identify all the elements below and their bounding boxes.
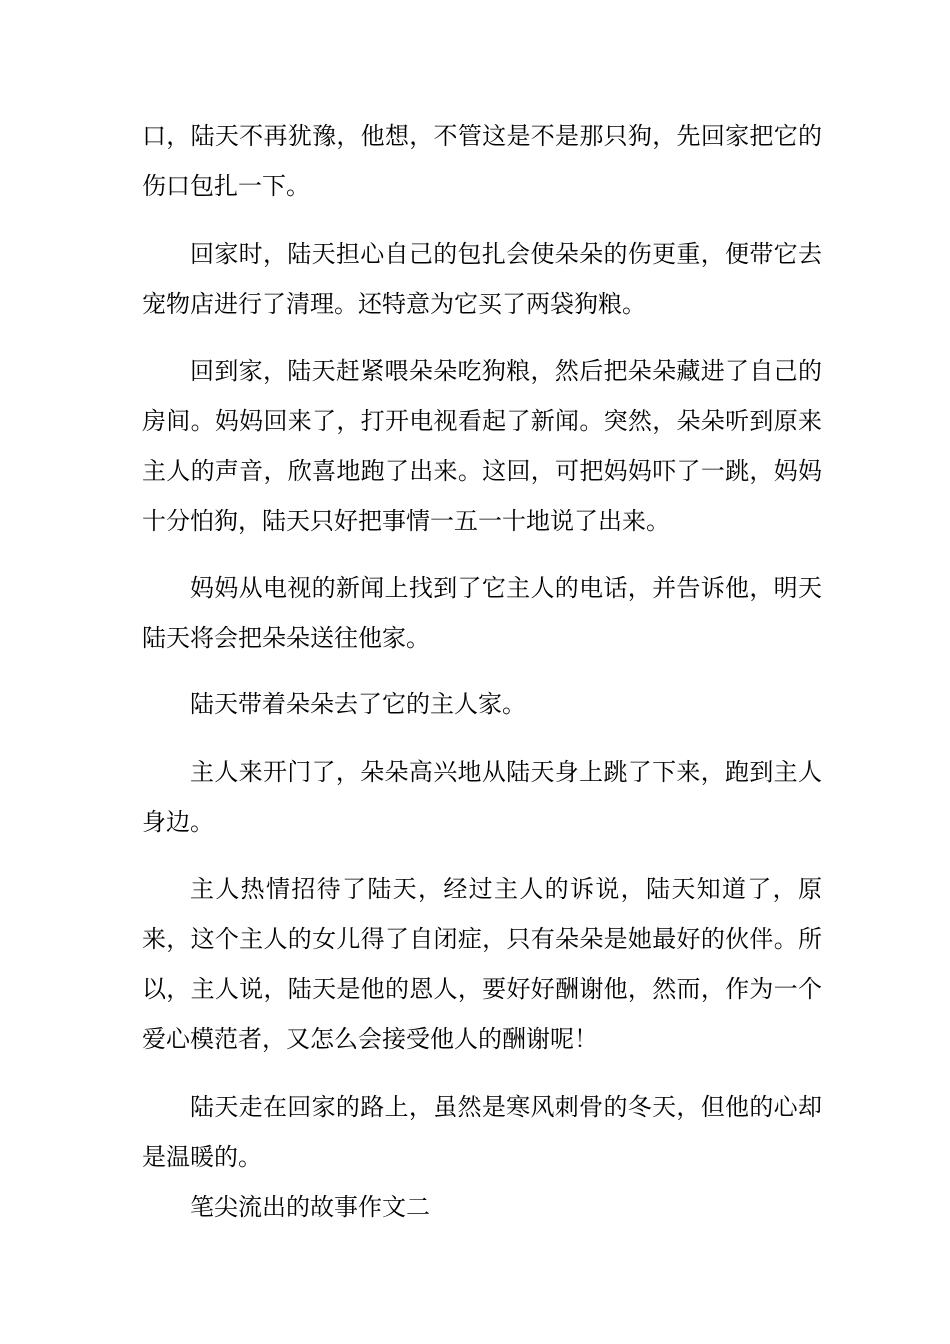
- section-heading: 笔尖流出的故事作文二: [190, 1193, 430, 1221]
- paragraph-ending: 陆天走在回家的路上，虽然是寒风刺骨的冬天，但他的心却是温暖的。: [142, 1093, 822, 1171]
- paragraph-visit: 陆天带着朵朵去了它的主人家。: [190, 690, 526, 718]
- paragraph-door: 主人来开门了，朵朵高兴地从陆天身上跳了下来，跑到主人身边。: [142, 758, 822, 836]
- paragraph-gratitude: 主人热情招待了陆天，经过主人的诉说，陆天知道了，原来，这个主人的女儿得了自闭症，只有朵朵是她最好的伙伴。所以，主人说，陆天是他的恩人，要好好酬谢他，然而，作为一个爱心模范者，又怎么会接受他人的酬谢呢！: [142, 875, 822, 1053]
- paragraph-home: 回到家，陆天赶紧喂朵朵吃狗粮，然后把朵朵藏进了自己的房间。妈妈回来了，打开电视看起了新闻。突然，朵朵听到原来主人的声音，欣喜地跑了出来。这回，可把妈妈吓了一跳，妈妈十分怕狗，陆天只好把事情一五一十地说了出来。: [142, 357, 822, 535]
- paragraph-phone-call: 妈妈从电视的新闻上找到了它主人的电话，并告诉他，明天陆天将会把朵朵送往他家。: [142, 574, 822, 652]
- paragraph-pet-shop: 回家时，陆天担心自己的包扎会使朵朵的伤更重，便带它去宠物店进行了清理。还特意为它买了两袋狗粮。: [142, 240, 822, 318]
- paragraph-continuation: 口，陆天不再犹豫，他想，不管这是不是那只狗，先回家把它的伤口包扎一下。: [142, 122, 822, 200]
